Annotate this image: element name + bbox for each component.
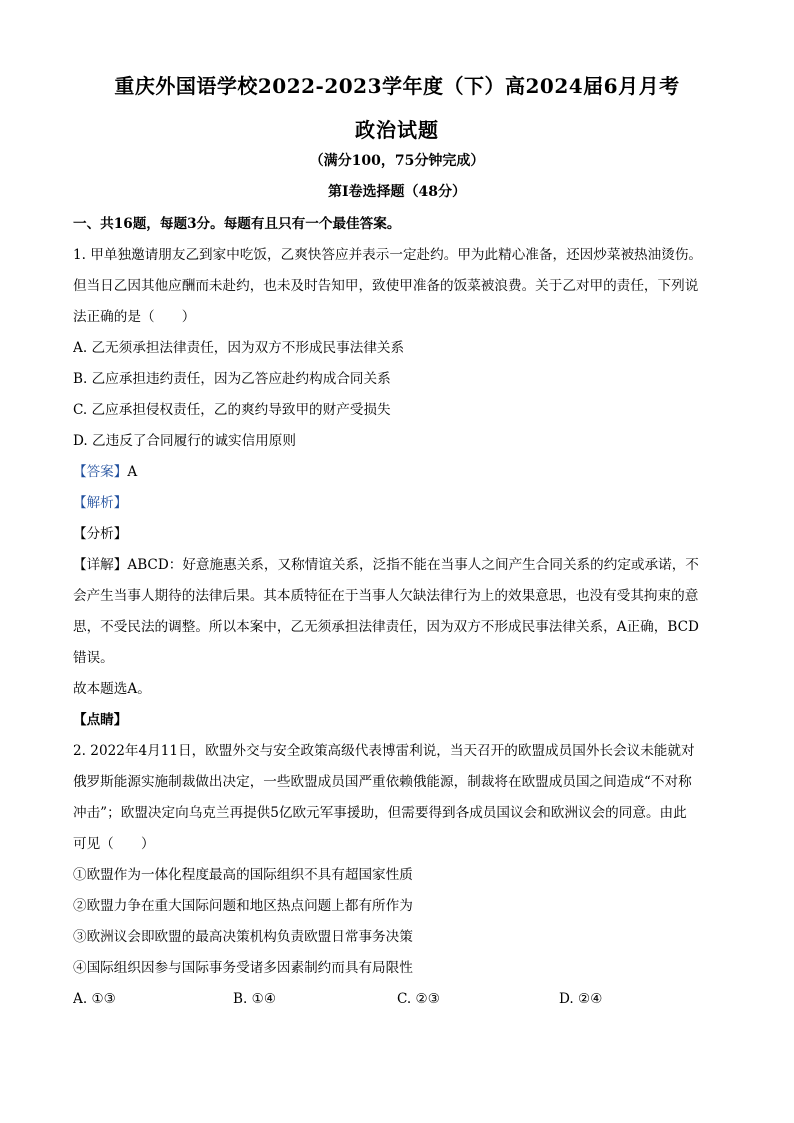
answer-tag: 【答案】 [73, 464, 128, 480]
detail-text: ABCD：好意施惠关系，又称情谊关系，泛指不能在当事人之间产生合同关系的约定或承诺，不 [127, 557, 699, 573]
q1-detail-line-2: 会产生当事人期待的法律后果。其本质特征在于当事人欠缺法律行为上的效果意思，也没有受其拘束的意 [73, 588, 699, 604]
section-title: 第Ⅰ卷选择题（48分） [327, 184, 467, 200]
question-2 [73, 736, 723, 1015]
analysis-tag: 【解析】 [73, 495, 128, 511]
detail-tag: 【详解】 [73, 557, 128, 573]
subject-title: 政治试题 [355, 118, 439, 142]
q1-option-b: B. 乙应承担违约责任，因为乙答应赴约构成合同关系 [73, 371, 391, 387]
q1-stem-line-2: 但当日乙因其他应酬而未赴约，也未及时告知甲，致使甲准备的饭菜被浪费。关于乙对甲的责任，下列说 [73, 278, 699, 294]
review-tag: 【点睛】 [73, 712, 128, 728]
q1-detail-line-1 [73, 550, 723, 581]
q2-stem-line-1: 2. 2022年4月11日，欧盟外交与安全政策高级代表博雷利说，当天召开的欧盟成员国外长会议未能就对 [73, 743, 695, 759]
q1-answer [73, 457, 723, 488]
part-heading: 一、共16题，每题3分。每题有且只有一个最佳答案。 [73, 216, 401, 232]
q1-option-c: C. 乙应承担侵权责任，乙的爽约导致甲的财产受损失 [73, 402, 391, 418]
q1-detail-line-4: 错误。 [73, 650, 114, 666]
exam-title: 重庆外国语学校2022-2023学年度（下）高2024届6月月考 [114, 74, 680, 98]
q2-option-c: C. ②③ [397, 991, 440, 1007]
q1-stem-line-1: 1. 甲单独邀请朋友乙到家中吃饭，乙爽快答应并表示一定赴约。甲为此精心准备，还因炒菜被热油烫伤。 [73, 247, 703, 263]
q1-detail-line-3: 思，不受民法的调整。所以本案中，乙无须承担法律责任，因为双方不形成民事法律关系，A正确，BCD [73, 619, 699, 635]
q1-stem-line-3: 法正确的是（ ） [73, 309, 196, 325]
q2-item-1: ①欧盟作为一体化程度最高的国际组织不具有超国家性质 [73, 867, 413, 883]
fenxi-tag: 【分析】 [73, 526, 128, 542]
q2-option-b: B. ①④ [233, 991, 277, 1007]
q2-stem-line-3: 冲击”；欧盟决定向乌克兰再提供5亿欧元军事援助，但需要得到各成员国议会和欧洲议会的同意。由此 [73, 805, 687, 821]
q2-item-3: ③欧洲议会即欧盟的最高决策机构负责欧盟日常事务决策 [73, 929, 413, 945]
exam-content [73, 209, 723, 1015]
q2-item-2: ②欧盟力争在重大国际问题和地区热点问题上都有所作为 [73, 898, 413, 914]
q2-option-d: D. ②④ [559, 991, 603, 1007]
answer-value: A [127, 464, 138, 480]
question-1 [73, 240, 723, 736]
q1-conclusion: 故本题选A。 [73, 681, 151, 697]
q2-options [73, 984, 723, 1015]
q1-option-a: A. 乙无须承担法律责任，因为双方不形成民事法律关系 [73, 340, 405, 356]
q2-stem-line-2: 俄罗斯能源实施制裁做出决定，一些欧盟成员国严重依赖俄能源，制裁将在欧盟成员国之间造成“不对称 [73, 774, 692, 790]
q2-option-a: A. ①③ [73, 991, 116, 1007]
q2-stem-line-4: 可见（ ） [73, 836, 155, 852]
exam-note: （满分100，75分钟完成） [309, 153, 485, 169]
q2-item-4: ④国际组织因参与国际事务受诸多因素制约而具有局限性 [73, 960, 413, 976]
q1-option-d: D. 乙违反了合同履行的诚实信用原则 [73, 433, 296, 449]
